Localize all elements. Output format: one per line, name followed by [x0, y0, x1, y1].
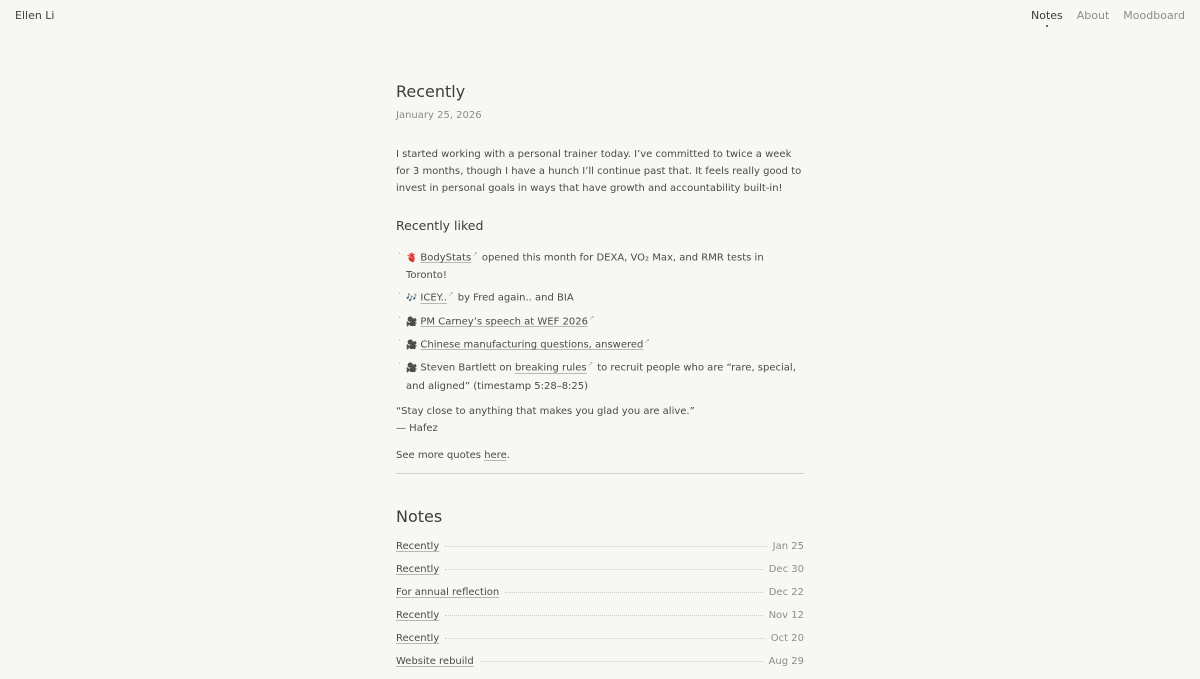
dotted-leader [445, 615, 762, 616]
external-link-icon: ↗ [448, 290, 454, 299]
icey-link[interactable]: ICEY.. [420, 292, 448, 304]
bodystats-link[interactable]: BodyStats [420, 252, 472, 264]
top-nav [1031, 9, 1185, 22]
post-date: January 25, 2026 [396, 110, 482, 121]
more-quotes [396, 447, 804, 464]
quote-block [396, 403, 804, 437]
note-date: Oct 20 [770, 633, 804, 644]
notes-heading: Notes [396, 507, 443, 526]
note-row [396, 610, 804, 633]
external-link-icon: ↗ [587, 360, 594, 369]
quote-author: — Hafez [396, 422, 438, 434]
active-indicator-dot [1046, 25, 1048, 27]
breaking-rules-link[interactable]: breaking rules [515, 362, 587, 374]
music-notes-icon: 🎶 [406, 293, 418, 304]
notes-list [396, 541, 804, 679]
bullet-dot: · [398, 335, 402, 347]
section-divider [396, 473, 804, 474]
note-link[interactable]: Recently [396, 564, 440, 575]
list-item-text: opened this month for DEXA, VO₂ Max, and RMR tests in Toronto! [406, 252, 764, 282]
note-link[interactable]: Recently [396, 541, 440, 552]
list-item-text: to recruit people who are “rare, special, and aligned” (timestamp 5:28–8:25) [406, 362, 796, 392]
note-link[interactable]: Website rebuild [396, 656, 474, 667]
dotted-leader [505, 592, 763, 593]
quotes-here-link[interactable]: here [484, 449, 507, 461]
list-item [396, 356, 804, 394]
nav-notes-label: Notes [1030, 9, 1063, 22]
dotted-leader [445, 569, 762, 570]
note-row [396, 656, 804, 679]
video-camera-icon: 🎥 [406, 340, 418, 351]
list-item [396, 246, 804, 284]
bullet-dot: · [398, 249, 402, 260]
note-date: Dec 30 [768, 564, 804, 575]
chinese-manufacturing-link[interactable]: Chinese manufacturing questions, answered [420, 339, 644, 351]
note-row [396, 587, 804, 610]
carney-speech-link[interactable]: PM Carney’s speech at WEF 2026 [420, 315, 588, 327]
quote-text: “Stay close to anything that makes you glad you are alive.” [396, 405, 695, 417]
note-date: Jan 25 [772, 541, 804, 552]
nav-notes[interactable] [1031, 9, 1063, 22]
dotted-leader [445, 546, 766, 547]
list-item [396, 286, 804, 307]
more-quotes-suffix: . [506, 449, 510, 461]
recently-liked-heading: Recently liked [396, 218, 484, 233]
external-link-icon: ↗ [472, 250, 478, 258]
note-date: Aug 29 [768, 656, 804, 667]
list-item-text: by Fred again.. and BIA [454, 292, 574, 304]
list-item-text: Steven Bartlett on [420, 362, 516, 374]
note-date: Nov 12 [768, 610, 804, 621]
anatomical-heart-icon: 🫀 [406, 253, 418, 264]
site-name[interactable]: Ellen Li [15, 9, 55, 22]
note-row [396, 564, 804, 587]
note-row [396, 541, 804, 564]
note-row [396, 633, 804, 656]
more-quotes-prefix: See more quotes [396, 449, 485, 461]
note-link[interactable]: For annual reflection [396, 587, 500, 598]
note-link[interactable]: Recently [396, 610, 440, 621]
post-content [396, 82, 804, 464]
bullet-dot: · [398, 289, 402, 301]
post-intro: I started working with a personal trainer today. I’ve committed to twice a week for 3 months, though I have a hunch I’ll continue past that. It feels really good to invest in personal goals in ways that have growth and accountability built-in! [396, 149, 802, 194]
recently-liked-list [396, 246, 804, 395]
external-link-icon: ↗ [588, 313, 595, 322]
note-link[interactable]: Recently [396, 633, 440, 644]
nav-about[interactable]: About [1076, 9, 1110, 22]
video-camera-icon: 🎥 [406, 363, 418, 374]
video-camera-icon: 🎥 [406, 316, 418, 327]
list-item [396, 310, 804, 331]
external-link-icon: ↗ [644, 336, 650, 345]
list-item [396, 333, 804, 354]
dotted-leader [480, 661, 763, 662]
dotted-leader [445, 638, 765, 639]
post-title: Recently [396, 82, 466, 101]
note-date: Dec 22 [768, 587, 804, 598]
nav-moodboard[interactable]: Moodboard [1123, 9, 1185, 22]
bullet-dot: · [398, 312, 402, 324]
bullet-dot: · [398, 359, 402, 371]
